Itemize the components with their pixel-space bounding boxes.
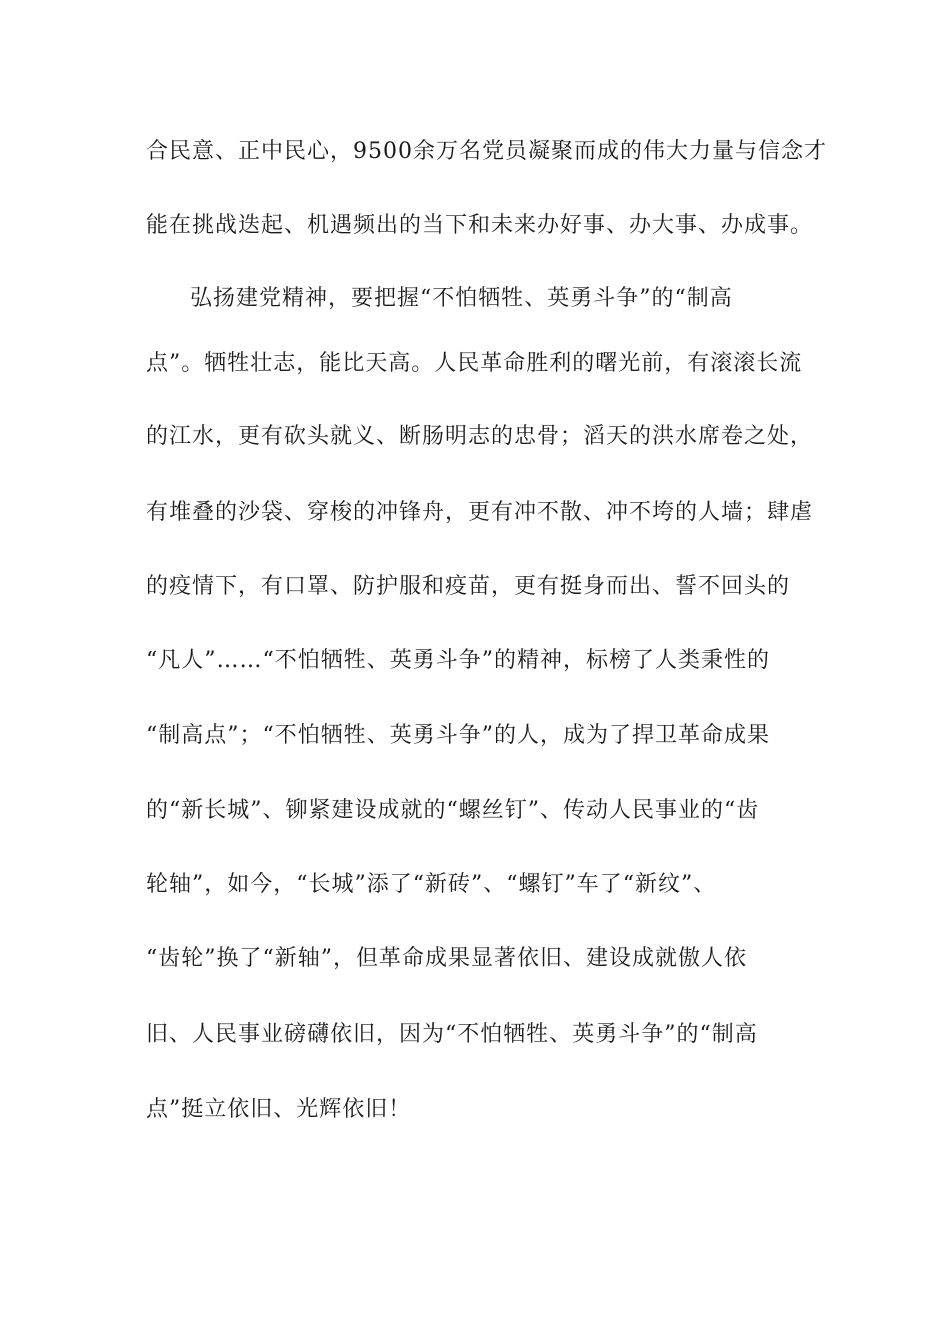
paragraph-line: “凡人”……“不怕牺牲、英勇斗争”的精神，标榜了人类秉性的 [146,648,770,673]
paragraph-line: 点”挺立依旧、光辉依旧！ [146,1097,412,1122]
paragraph-line: 合民意、正中民心，9500余万名党员凝聚而成的伟大力量与信念才 [146,139,827,164]
paragraph-line: 能在挑战迭起、机遇频出的当下和未来办好事、办大事、办成事。 [146,213,814,238]
paragraph-line: 的“新长城”、铆紧建设成就的“螺丝钉”、传动人民事业的“齿 [146,798,760,823]
paragraph-line: “齿轮”换了“新轴”，但革命成果显著依旧、建设成就傲人依 [146,946,747,971]
paragraph-line: 旧、人民事业磅礴依旧，因为“不怕牺牲、英勇斗争”的“制高 [146,1022,758,1047]
paragraph-line: 的江水，更有砍头就义、断肠明志的忠骨；滔天的洪水席卷之处， [146,424,814,449]
paragraph-line: 的疫情下，有口罩、防护服和疫苗，更有挺身而出、誓不回头的 [146,574,791,599]
paragraph-line: 有堆叠的沙袋、穿梭的冲锋舟，更有冲不散、冲不垮的人墙；肆虐 [146,500,814,525]
paragraph-line: 轮轴”，如今，“长城”添了“新砖”、“螺钉”车了“新纹”、 [146,872,717,897]
paragraph-line: 弘扬建党精神，要把握“不怕牺牲、英勇斗争”的“制高 [190,286,733,311]
paragraph-line: 点”。牺牲壮志，能比天高。人民革命胜利的曙光前，有滚滚长流 [146,351,803,376]
paragraph-line: “制高点”；“不怕牺牲、英勇斗争”的人，成为了捍卫革命成果 [146,723,770,748]
